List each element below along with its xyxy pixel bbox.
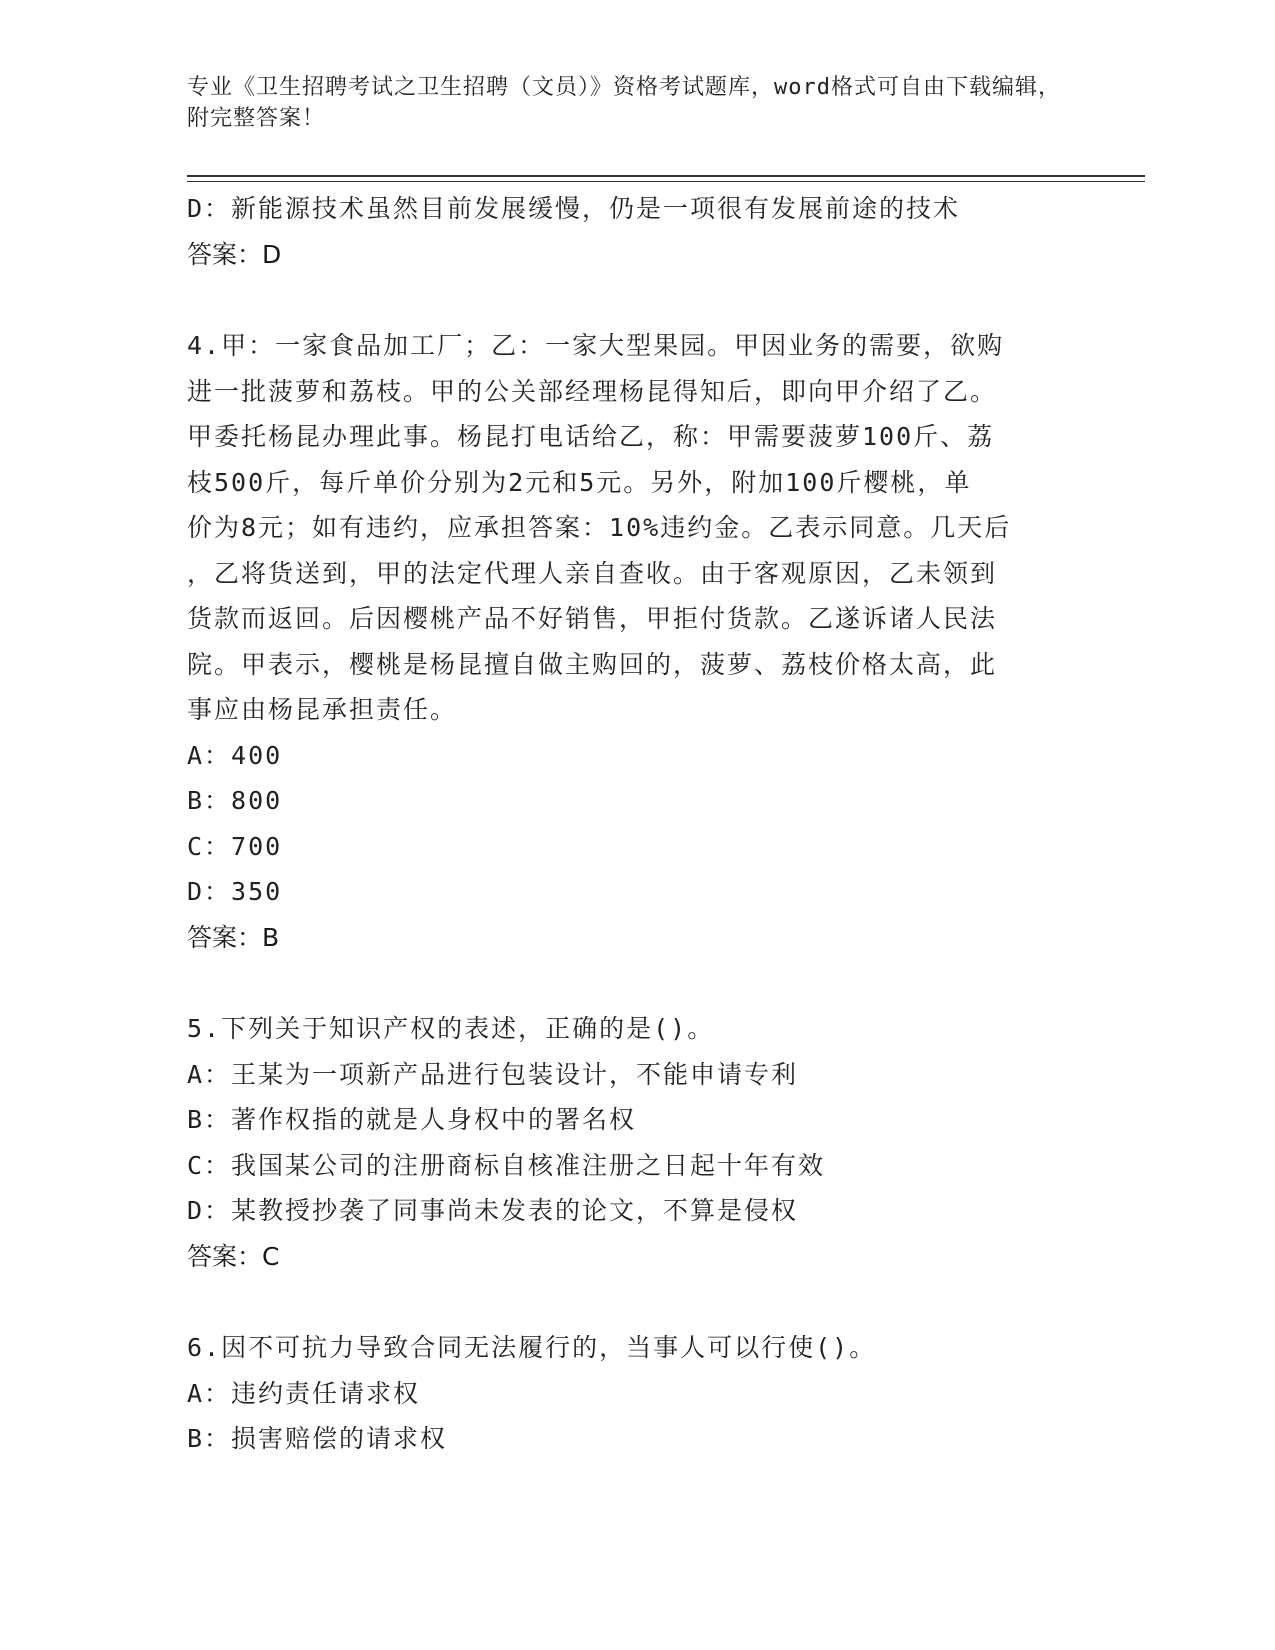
- spacer: [187, 960, 1077, 1006]
- answer-value: B: [262, 922, 280, 952]
- question-6-option-b: B：损害赔偿的请求权: [187, 1424, 448, 1453]
- question-4-option-d: D：350: [187, 877, 283, 906]
- question-4-stem-line: 货款而返回。后因樱桃产品不好销售，甲拒付货款。乙遂诉诸人民法: [187, 604, 998, 633]
- question-5-answer: [187, 1234, 1077, 1280]
- spacer: [187, 277, 1077, 323]
- prev-question-answer: [187, 232, 1077, 278]
- answer-label: 答案：: [187, 922, 263, 952]
- question-5-option-a: A：王某为一项新产品进行包装设计，不能申请专利: [187, 1059, 799, 1089]
- question-5-option-d: D：某教授抄袭了同事尚未发表的论文，不算是侵权: [187, 1196, 799, 1225]
- question-4-stem-line: 院。甲表示，樱桃是杨昆擅自做主购回的，菠萝、荔枝价格太高，此: [187, 649, 998, 679]
- question-4-option-a: A：400: [187, 740, 283, 770]
- question-6: [187, 1325, 1077, 1462]
- question-5: [187, 1006, 1077, 1279]
- document-body: [187, 186, 1077, 1462]
- question-4-stem-line: 进一批菠萝和荔枝。甲的公关部经理杨昆得知后，即向甲介绍了乙。: [187, 376, 998, 406]
- question-4: [187, 323, 1077, 960]
- question-4-option-c: C：700: [187, 831, 283, 861]
- question-4-stem-line: 事应由杨昆承担责任。: [187, 695, 458, 724]
- answer-label: 答案：: [187, 1241, 263, 1271]
- question-6-stem: 6.因不可抗力导致合同无法履行的，当事人可以行使()。: [187, 1333, 877, 1362]
- prev-question-option-d: D：新能源技术虽然目前发展缓慢，仍是一项很有发展前途的技术: [187, 194, 961, 223]
- question-4-option-b: B：800: [187, 786, 283, 815]
- answer-label: 答案：: [187, 239, 263, 269]
- question-4-stem-line: 甲委托杨昆办理此事。杨昆打电话给乙，称：甲需要菠萝100斤、荔: [187, 422, 995, 451]
- document-header: 专业《卫生招聘考试之卫生招聘（文员）》资格考试题库，word格式可自由下载编辑，附完整答案！: [187, 75, 1061, 131]
- question-5-option-b: B：著作权指的就是人身权中的署名权: [187, 1105, 637, 1134]
- question-6-option-a: A：违约责任请求权: [187, 1378, 421, 1408]
- answer-value: D: [262, 239, 282, 269]
- spacer: [187, 1279, 1077, 1325]
- header-rule-thick: [187, 175, 1145, 177]
- question-4-stem-line: ，乙将货送到，甲的法定代理人亲自查收。由于客观原因，乙未领到: [187, 558, 998, 588]
- question-4-stem-line: 4.甲：一家食品加工厂；乙：一家大型果园。甲因业务的需要，欲购: [187, 331, 1005, 360]
- question-4-stem-line: 枝500斤，每斤单价分别为2元和5元。另外，附加100斤樱桃，单: [187, 467, 972, 497]
- question-4-answer: [187, 915, 1077, 961]
- answer-value: C: [262, 1241, 280, 1271]
- question-5-option-c: C：我国某公司的注册商标自核准注册之日起十年有效: [187, 1150, 826, 1180]
- question-5-stem: 5.下列关于知识产权的表述，正确的是()。: [187, 1014, 715, 1043]
- header-rule-thin: [187, 181, 1145, 182]
- question-4-stem-line: 价为8元；如有违约，应承担答案：10%违约金。乙表示同意。几天后: [187, 513, 1012, 542]
